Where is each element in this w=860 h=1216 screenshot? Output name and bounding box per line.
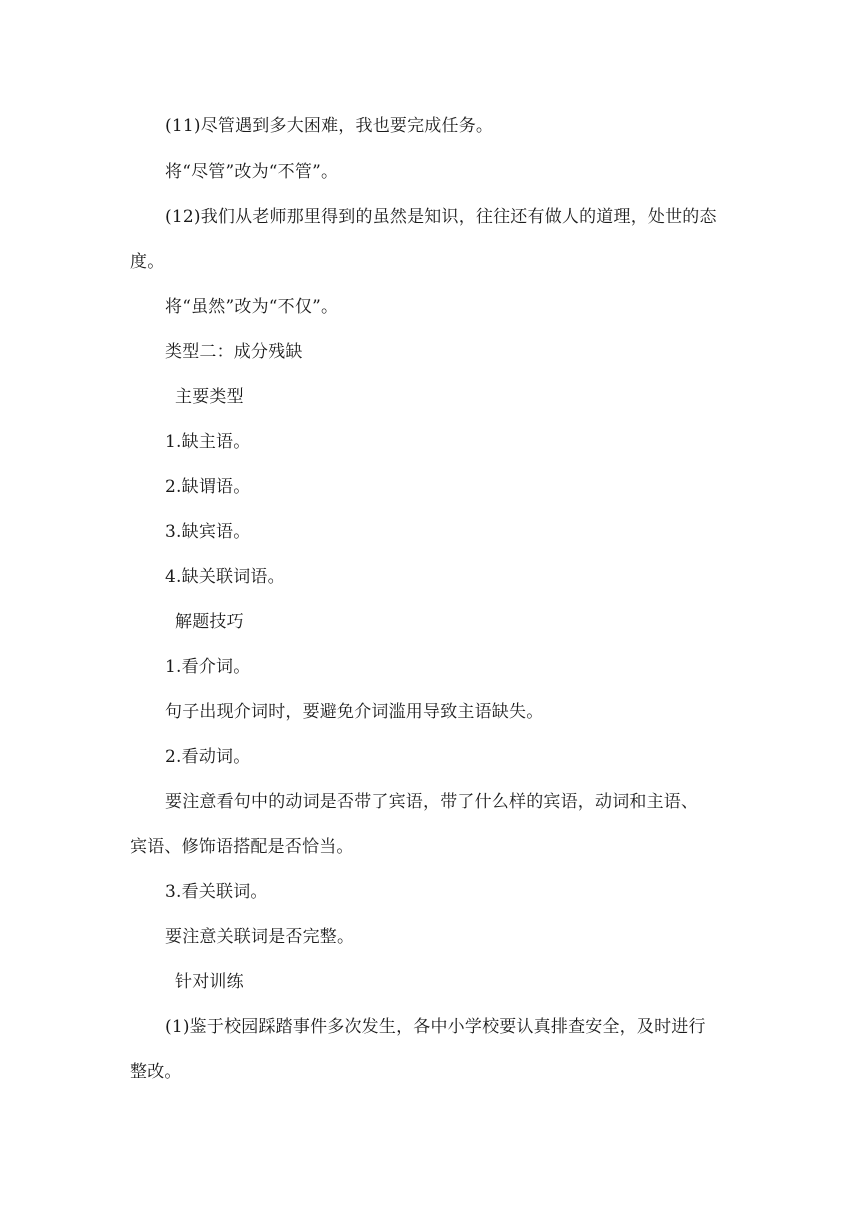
- tip-heading-verb: 2.看动词。: [165, 747, 251, 767]
- tip-heading-preposition: 1.看介词。: [165, 657, 251, 677]
- list-item-missing-subject: 1.缺主语。: [165, 432, 251, 452]
- subheading-practice: 针对训练: [175, 972, 244, 992]
- subheading-main-types: 主要类型: [175, 387, 244, 407]
- practice-sentence-1: (1)鉴于校园踩踏事件多次发生，各中小学校要认真排查安全，及时进行: [165, 1017, 706, 1037]
- text-line-sentence-12: (12)我们从老师那里得到的虽然是知识，往往还有做人的道理，处世的态: [165, 207, 717, 227]
- tip-text-verb-cont: 宾语、修饰语搭配是否恰当。: [130, 837, 354, 857]
- text-line-sentence-12-cont: 度。: [130, 252, 165, 272]
- text-line-sentence-11: (11)尽管遇到多大困难，我也要完成任务。: [165, 116, 494, 136]
- tip-heading-conjunction: 3.看关联词。: [165, 882, 268, 902]
- list-item-missing-conjunction: 4.缺关联词语。: [165, 567, 285, 587]
- list-item-missing-predicate: 2.缺谓语。: [165, 477, 251, 497]
- tip-text-conjunction: 要注意关联词是否完整。: [165, 927, 355, 947]
- list-item-missing-object: 3.缺宾语。: [165, 522, 251, 542]
- text-line-correction-12: 将“虽然”改为“不仅”。: [165, 297, 339, 317]
- subheading-tips: 解题技巧: [175, 612, 244, 632]
- practice-sentence-1-cont: 整改。: [130, 1062, 182, 1082]
- tip-text-verb: 要注意看句中的动词是否带了宾语，带了什么样的宾语，动词和主语、: [165, 792, 699, 812]
- text-line-correction-11: 将“尽管”改为“不管”。: [165, 162, 339, 182]
- section-heading-type-two: 类型二：成分残缺: [165, 342, 303, 362]
- tip-text-preposition: 句子出现介词时，要避免介词滥用导致主语缺失。: [165, 702, 544, 722]
